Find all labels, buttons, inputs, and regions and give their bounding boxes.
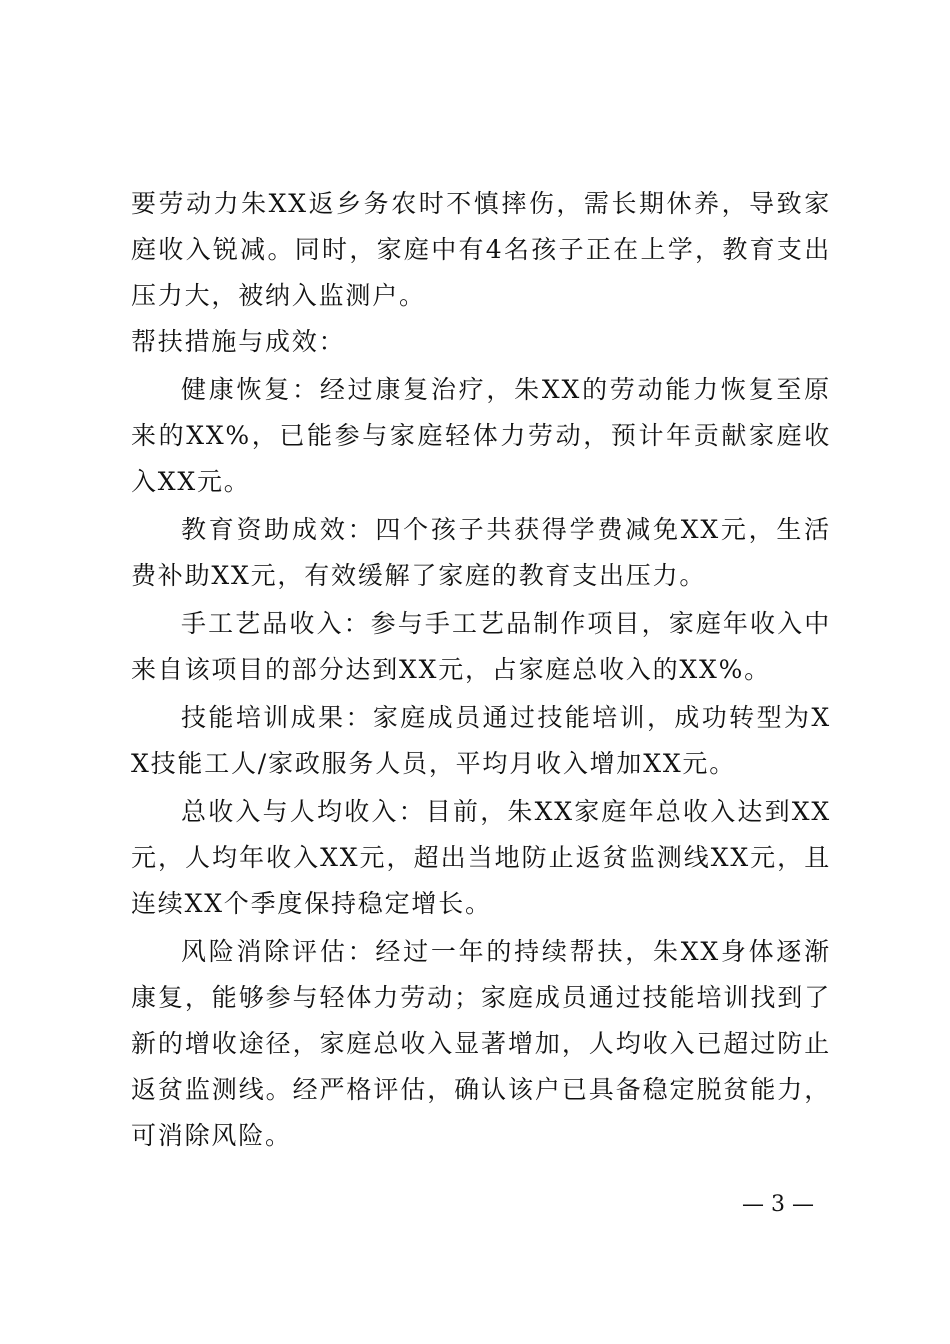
page-number: — 3 — [742,1192,814,1217]
paragraph-skills-training: 技能培训成果：家庭成员通过技能培训，成功转型为XX技能工人/家政服务人员，平均月收入增加XX元。 [131,703,831,778]
section-heading-measures: 帮扶措施与成效： [131,327,346,356]
paragraph-total-income: 总收入与人均收入：目前，朱XX家庭年总收入达到XX元，人均年收入XX元，超出当地防止返贫监测线XX元，且连续XX个季度保持稳定增长。 [131,797,831,918]
document-body [131,181,831,1159]
paragraph-health-recovery: 健康恢复：经过康复治疗，朱XX的劳动能力恢复至原来的XX%，已能参与家庭轻体力劳动，预计年贡献家庭收入XX元。 [131,375,831,496]
paragraph-handicraft-income: 手工艺品收入：参与手工艺品制作项目，家庭年收入中来自该项目的部分达到XX元，占家庭总收入的XX%。 [131,609,831,684]
paragraph-education-aid: 教育资助成效：四个孩子共获得学费减免XX元，生活费补助XX元，有效缓解了家庭的教育支出压力。 [131,515,831,590]
paragraph-continued-background: 要劳动力朱XX返乡务农时不慎摔伤，需长期休养，导致家庭收入锐减。同时，家庭中有4名孩子正在上学，教育支出压力大，被纳入监测户。 [131,189,831,310]
paragraph-risk-assessment: 风险消除评估：经过一年的持续帮扶，朱XX身体逐渐康复，能够参与轻体力劳动；家庭成员通过技能培训找到了新的增收途径，家庭总收入显著增加，人均收入已超过防止返贫监测线。经严格评估，确认该户已具备稳定脱贫能力，可消除风险。 [131,937,831,1150]
